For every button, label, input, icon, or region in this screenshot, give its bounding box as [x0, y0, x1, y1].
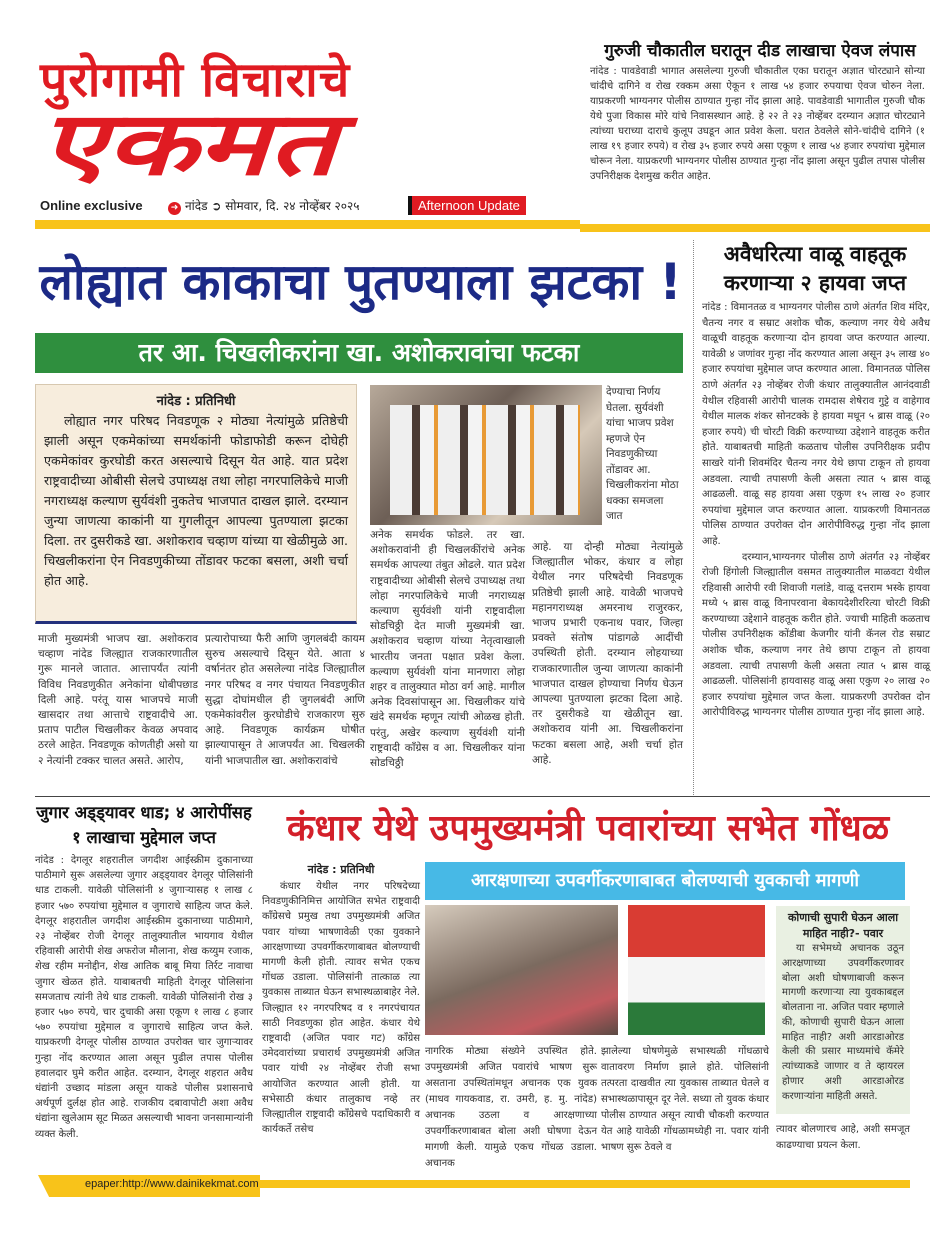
top-story-title-wrap — [590, 40, 930, 62]
kandhar-headline: कंधार येथे उपमुख्यमंत्री पवारांच्या सभेत गोंधळ — [286, 808, 890, 849]
lead-photo — [370, 385, 602, 525]
rally-crowd-photo — [425, 905, 618, 1035]
online-exclusive-label: Online exclusive — [40, 198, 143, 213]
yellow-divider — [260, 1180, 910, 1188]
logo-tagline: पुरोगामी विचाराचे — [40, 52, 351, 108]
speaker-photo — [628, 905, 765, 1035]
logo-name: एकमत — [40, 92, 336, 195]
kandhar-subhead: आरक्षणाच्या उपवर्गीकरणाबाबत बोलण्याची युवकाची मागणी — [470, 870, 860, 891]
quote-box — [776, 906, 910, 1114]
kandhar-tail: त्यावर बोलणारच आहे, अशी समजूत काढण्याचा प्रयत्न केला. — [776, 1124, 910, 1151]
lead-headline-wrap — [35, 246, 683, 318]
lead-col-1: माजी मुख्यमंत्री भाजप खा. अशोकराव चव्हाण नांदेड जिल्ह्यात राजकारणातील गुरू मानले जातात. आत्तापर्यंत त्यांनी विविध निवडणुकीत अनेकांना धोबीपछाड दिली आहे. परंतू यास भाजपचे माजी खासदार तथा आत्ताचे राष्ट्रवादीचे आ. प्रताप पाटील चिखलीकर केवळ अपवाद ठरले आहेत. निवडणूक कोणतीही असो या २ नेत्यांनी टक्कर चालत असते. आरोप, — [38, 633, 198, 767]
kandhar-dateline: नांदेड : प्रतिनिधी — [307, 863, 375, 876]
kandhar-col-3: झालेल्या घोषणेमुळे सभास्थळी गोंधळाचे वातावरण निर्माण झाले होते. पोलिसांनी तत्परता दाखवीत त्या युवकास ताब्यात घेतले व सभास्थळापासून दूर नेले. सध्या तो युवक कंधार पोलीस ठाण्यात असून त्याची चौकशी करण्यात येत आहे यावेळी गोंधळामध्येही ना. पवार यांनी भाषण सुरू ठेवले व — [601, 1046, 769, 1153]
sand-story-part-2: दरम्यान,भाग्यनगर पोलीस ठाणे अंतर्गत २३ नोव्हेंबर रोजी हिंगोली जिल्ह्यातील वसमत तालुक्यातील माळवटा येथील रहिवासी आरोपी रवी शिवाजी गलांडे, वाळू दत्तराम भस्के हायवा मध्ये ५ ब्रास वाळू विनापरवाना बेकायदेशीररित्या चोरटी विक्री करण्याच्या उद्देशाने वाहतूक करीत होते. ज्याची माहिती कळताच पोलीस उपनिरीक्षक कोंडीबा केजगीर यांनी कॅनल रोड सम्राट अशोक चौक, कल्याण नगर तेथे छापा टाकून तो हायवा अडवला. त्याची तपासणी केली असता त्यात ५ ब्रास वाळू आढळली. पोलिसांनी हायवासह वाळू असा एकुण २० लाख २० हजार रुपयांचा मुद्देमाल जप्त केला. याप्रकरणी उपरोक्त दोन आरोपीविरुद्ध भाग्यनगर पोलीस ठाण्यात गुन्हा नोंद झाला आहे. — [702, 551, 930, 719]
lead-dateline: नांदेड : प्रतिनिधी — [156, 394, 236, 409]
date: सोमवार, दि. २४ नोव्हेंबर २०२५ — [225, 199, 360, 213]
lead-photo-side-text: देण्याचा निर्णय घेतला. सुर्यवंशी यांचा भाजप प्रवेश म्हणजे ऐन निवडणुकीच्या तोंडावर आ. चिखलीकरांना मोठा धक्का समजला जात — [606, 386, 679, 522]
quote-box-body: या सभेमध्ये अचानक उठून आरक्षणाच्या उपवर्गीकरणावर बोला अशी घोषणाबाजी करून मागणी करणाऱ्या त्या युवकाबद्दल बोलताना ना. अजित पवार म्हणाले की, कोणाची सुपारी घेऊन आला माहित नाही? अशी आरडाओरड केली की प्रसार माध्यमांचे कॅमेरे त्यांच्याकडे जाणार व ते व्हायरल होणार अशी आरडाओरड करणाऱ्यांना माहिती असते. — [782, 943, 904, 1102]
sand-story-body — [702, 300, 930, 721]
sand-story-title: अवैधरित्या वाळू वाहतूक करणाऱ्या २ हायवा जप्त — [723, 242, 907, 295]
section-divider — [35, 796, 930, 797]
edition-badge: Afternoon Update — [408, 196, 526, 215]
yellow-divider — [35, 220, 580, 229]
kandhar-col-1: कंधार येथील नगर परिषदेच्या निवडणुकीनिमित्त आयोजित सभेत राष्ट्रवादी कॉंग्रेसचे प्रमुख तथा उपमुख्यमंत्री अजित पवार यांच्या भाषणावेळी एका युवकाने आरक्षणाच्या उपवर्गीकरणाबाबत बोलण्याची मागणी केली होती. त्यावर सभेत एकच गोंधळ उडाला. पोलिसांनी तात्काळ त्या युवकास ताब्यात घेऊन सभास्थळाबाहेर नेले. जिल्ह्यात १२ नगरपरिषद व १ नगरपंचायत साठी निवडणुका होत आहेत. कंधार येथे राष्ट्रवादी (अजित पवार गट) कॉंग्रेस उमेदवारांच्या प्रचारार्थ उपमुख्यमंत्री अजित पवार यांची २४ नोव्हेंबर रोजी सभा आयोजित करण्यात आली होती. या सभेसाठी कंधार तालुकाच नव्हे तर जिल्ह्यातील राष्ट्रवादी कॉंग्रेसचे पदाधिकारी व कार्यकर्ते तसेच — [262, 881, 420, 1136]
place: नांदेड — [185, 199, 208, 213]
yellow-divider — [580, 224, 930, 232]
sand-story-part-1: नांदेड : विमानतळ व भाग्यनगर पोलीस ठाणे अंतर्गत शिव मंदिर, चैतन्य नगर व सम्राट अशोक चौक, कल्याण नगर येथे अवैध वाळूची वाहतूक करणाऱ्या दोन हायवा जप्त करण्यात आल्या. यावेळी ४ जणांवर गुन्हा नोंद करण्यात आला असून ३५ लाख ४० हजार रुपयांचा मुद्देमाल जप्त करण्यात आला. विमानतळ पोलिस ठाणे अंतर्गत २३ नोव्हेंबर रोजी कंधार तालुक्यातील आनंदवाडी येथील रहिवासी आरोपी चालक रामदास शेषेराव गुट्टे व वाहेगाव येथील मालक शंकर सोनटक्के हे हायवा मधून ५ ब्रास वाळू (२० हजार रुपये) ची चोरटी विक्री करण्याच्या उद्देशाने वाहतूक करीत होते. याबाबतची माहिती कळताच पोलीस उपनिरीक्षक प्रदीप साखरे यांनी शिवमंदिर चैतन्य नगर येथे छापा टाकून तो हायवा अडवला. त्याची तपासणी केली असता त्यात ५ ब्रास वाळू आढळली. वाळू सह हायवा असा एकुण १५ लाख २० हजार रुपयांचा मुद्देमाल जप्त करण्यात आला. याप्रकरणी विमानतळ पोलिस ठाण्यात उपरोक्त दोन आरोपीविरुद्ध गुन्हा नोंद झाला आहे. — [702, 302, 930, 547]
kandhar-headline-wrap — [258, 803, 918, 855]
quote-box-title: कोणाची सुपारी घेऊन आला माहित नाही?- पवार — [787, 911, 899, 940]
kandhar-col-2: नागरिक मोठ्या संख्येने उपस्थित होते. उपमुख्यमंत्री अजित पवारांचे भाषण सुरू असताना उपस्थितांमधून अचानक एक युवक (माधव गायकवाड, रा. उमरी, ह. मु. नांदेड) अचानक उठला व आरक्षणाच्या उपवर्गीकरणाबाबत बोला अशी घोषणा देऊन मागणी केली. यामुळे एकच गोंधळ उडाला. अचानक — [425, 1046, 597, 1169]
top-story-body: नांदेड : पावडेवाडी भागात असलेल्या गुरुजी चौकातील एका घरातून अज्ञात चोरट्याने सोन्या चांदीचे दागिने व रोख रक्कम असा ऐकून १ लाख ५४ हजार रुपयाचा ऐवज चोरुन नेला. याप्रकरणी भाग्यनगर पोलीस ठाण्यात गुन्हा नोंद झाला आहे. पावडेवाडी भागातील गुरुजी चौक येथे पुजा विकास मोरे यांचे निवासस्थान आहे. हे २२ ते २३ नोव्हेंबर दरम्यान अज्ञात चोरट्याने त्यांच्या घराच्या दाराचे कुलूप उघडून आत प्रवेश केला. घरात ठेवलेले सोने-चांदीचे दागिने (१ लाख १९ हजार रुपये) व रोख ३५ हजार रुपये असा एकूण १ लाख ५४ हजार रुपयांचा मुद्देमाल चोरून नेला. याप्रकरणी भाग्यनगर पोलीस ठाण्यात गुन्हा नोंद झाला असून पुढील तपास पोलीस उपनिरीक्षक देशमुख करीत आहेत. — [590, 66, 925, 182]
top-story-title: गुरुजी चौकातील घरातून दीड लाखाचा ऐवज लंपास — [604, 41, 916, 61]
group-photo-figures — [390, 405, 580, 515]
lead-subhead-wrap — [35, 333, 683, 373]
lead-intro: लोह्यात नगर परिषद निवडणूक २ मोठ्या नेत्यांमुळे प्रतिष्ठेची झाली असून एकमेकांच्या समर्थकांनी फोडाफोडी करून दोघेही एकमेकांवर कुरघोडी करत असल्याचे दिसून येत आहे. यात प्रदेश राष्ट्रवादीच्या ओबीसी सेलचे उपाध्यक्ष तथा लोहा नगरपालिकेचे माजी नगराध्यक्ष कल्याण सुर्यवंशी नुकतेच भाजपात दाखल झाले. दरम्यान जुन्या जाणत्या काकांनी या गुगलीतून आपल्या पुतण्याला झटका दिला. तर दुसरीकडे खा. अशोकराव चव्हाण यांच्या या खेळीमुळे आ. चिखलीकरांना ऐन निवडणुकीच्या तोंडावर फटका बसला, अशी चर्चा होत आहे. — [44, 413, 348, 588]
lead-subhead: तर आ. चिखलीकरांना खा. अशोकरावांचा फटका — [138, 338, 580, 367]
dateline: ➜ नांदेड ➲ सोमवार, दि. २४ नोव्हेंबर २०२५ — [168, 197, 360, 215]
gambling-title: जुगार अड्ड्यावर धाड; ४ आरोपींसह १ लाखाचा मुद्देमाल जप्त — [36, 803, 252, 847]
lead-col-3: अनेक समर्थक फोडले. तर खा. अशोकरावांनी ही चिखलकींरांचे अनेक समर्थक आपल्या तंबुत ओढले. यात प्रदेश राष्ट्रवादीच्या ओबीसी सेलचे उपाध्यक्ष तथा लोहा नगरपालिकेचे माजी नगराध्यक्ष कल्याण सुर्यवंशी यांनी राष्ट्रवादीला सोडचिठ्ठी देत माजी मुख्यमंत्री खा. अशोकराव चव्हाण यांच्या नेतृत्वाखाली भारतीय जनता पक्षात प्रवेश केला. कल्याण सुर्यवंशी यांना मानणारा लोहा शहर व तालुक्यात मोठा वर्ग आहे. मागील अनेक दिवसांपासून आ. चिखलीकर यांचे खंदे समर्थक म्हणून त्यांची ओळख होती. परंतु, अखेर कल्याण सुर्यवंशी यांनी राष्ट्रवादी कॉंग्रेस व आ. चिखलीकर यांना सोडचिठ्ठी — [370, 529, 525, 770]
arrow-right-icon: ➜ — [168, 202, 181, 215]
epaper-link[interactable]: epaper:http://www.dainikekmat.com — [85, 1178, 259, 1190]
lead-col-4: आहे. या दोन्ही मोठ्या नेत्यांमुळे जिल्ह्यातील भोकर, कंधार व लोहा येथील नगर परिषदेची निवडणूक प्रतिष्ठेची झाली आहे. यावेळी भाजपचे महानगराध्यक्ष अमरनाथ राजुरकर, भाजप प्रभारी एकनाथ पवार, जिल्हा प्रवक्ते संतोष पांडागळे आदींची उपस्थिती होती. दरम्यान लोहयाच्या राजकारणातील जुन्या जाणत्या काकांनी भाजपात दाखल होण्याचा निर्णय घेऊन आपल्या पुतण्याला झटका दिला आहे. तर दुसरीकडे या खेळीतून खा. अशोकराव यांनी आ. चिखलीकरांना फटका बसला आहे, अशी चर्चा होत आहे. — [532, 541, 683, 766]
lead-intro-box — [35, 384, 357, 624]
gambling-body: नांदेड : देगलूर शहरातील जगदीश आईस्क्रीम दुकानाच्या पाठीमागे सुरू असलेल्या जुगार अड्ड्यावर देगलूर पोलिसांनी धाड टाकली. यावेळी पोलिसांनी ४ जुगाऱ्यासह १ लाख ८ हजार ५७० रुपयांचा मुद्देमाल व जुगाराचे साहित्य जप्त केले. देगलूर शहरातील जगदीश आईस्क्रीम दुकानाच्या पाठीमागे, २३ नोव्हेंबर रोजी देगलूर तालुक्यातील भायगाव येथील रहिवासी आरोपी शेख अफरोज मौलाना, शेख कय्युम रजाक, शेख रहीम मनोद्दीन, शेख आतिक बाबू मिया तिर्रट नावाचा जुगार खेळत होते. याबाबतची माहिती देगलूर पोलिसांना समजताच त्यांनी तेथे धाड टाकली. यावेळी पोलिसांनी रोख ३ हजार ५७० रुपये, चार दुचाकी असा एकूण १ लाख ८ हजार ५७० रुपयांचा मुद्देमाल व जुगाराचे साहित्य जप्त केले. याप्रकरणी देगलूर पोलीस ठाण्यात उपरोक्त चार जुगाऱ्यावर गुन्हा नोंद करण्यात आला असून पुढील तपास पोलीस हवालदार घुमे करीत आहेत. दरम्यान, देगलूर शहरात अवैध धंद्यांनी उच्छाद मांडला असून याकडे पोलीस प्रशासनाचे अर्थपूर्ण दुर्लक्ष होत आहे. राजकीय दबावापोटी अशा अवैध धंद्यांना खुलेआम सूट मिळत असल्याची भावना जनसामान्यांनी व्यक्त केली. — [35, 855, 253, 1140]
column-divider — [693, 240, 694, 795]
lead-col-2: प्रत्यारोपाच्या फैरी आणि जुगलबंदी कायम सुरुच असल्याचे दिसून येते. आता ४ वर्षानंतर होत असलेल्या नांदेड जिल्ह्यातील नगर परिषद व नगर पंचायत निवडणुकीत सुद्धा दोघांमधील ही जुगलबंदी आणि एकमेकांवरील कुरघोडीचे राजकारण सुरु आहे. निवडणूक कार्यक्रम घोषीत झाल्यापासून ते आजपर्यंत आ. चिखलकी यांनी भाजपातील खा. अशोकरावांचे — [205, 633, 365, 767]
kandhar-subhead-wrap — [425, 862, 905, 900]
lead-headline: लोह्यात काकाचा पुतण्याला झटका ! — [39, 253, 682, 311]
